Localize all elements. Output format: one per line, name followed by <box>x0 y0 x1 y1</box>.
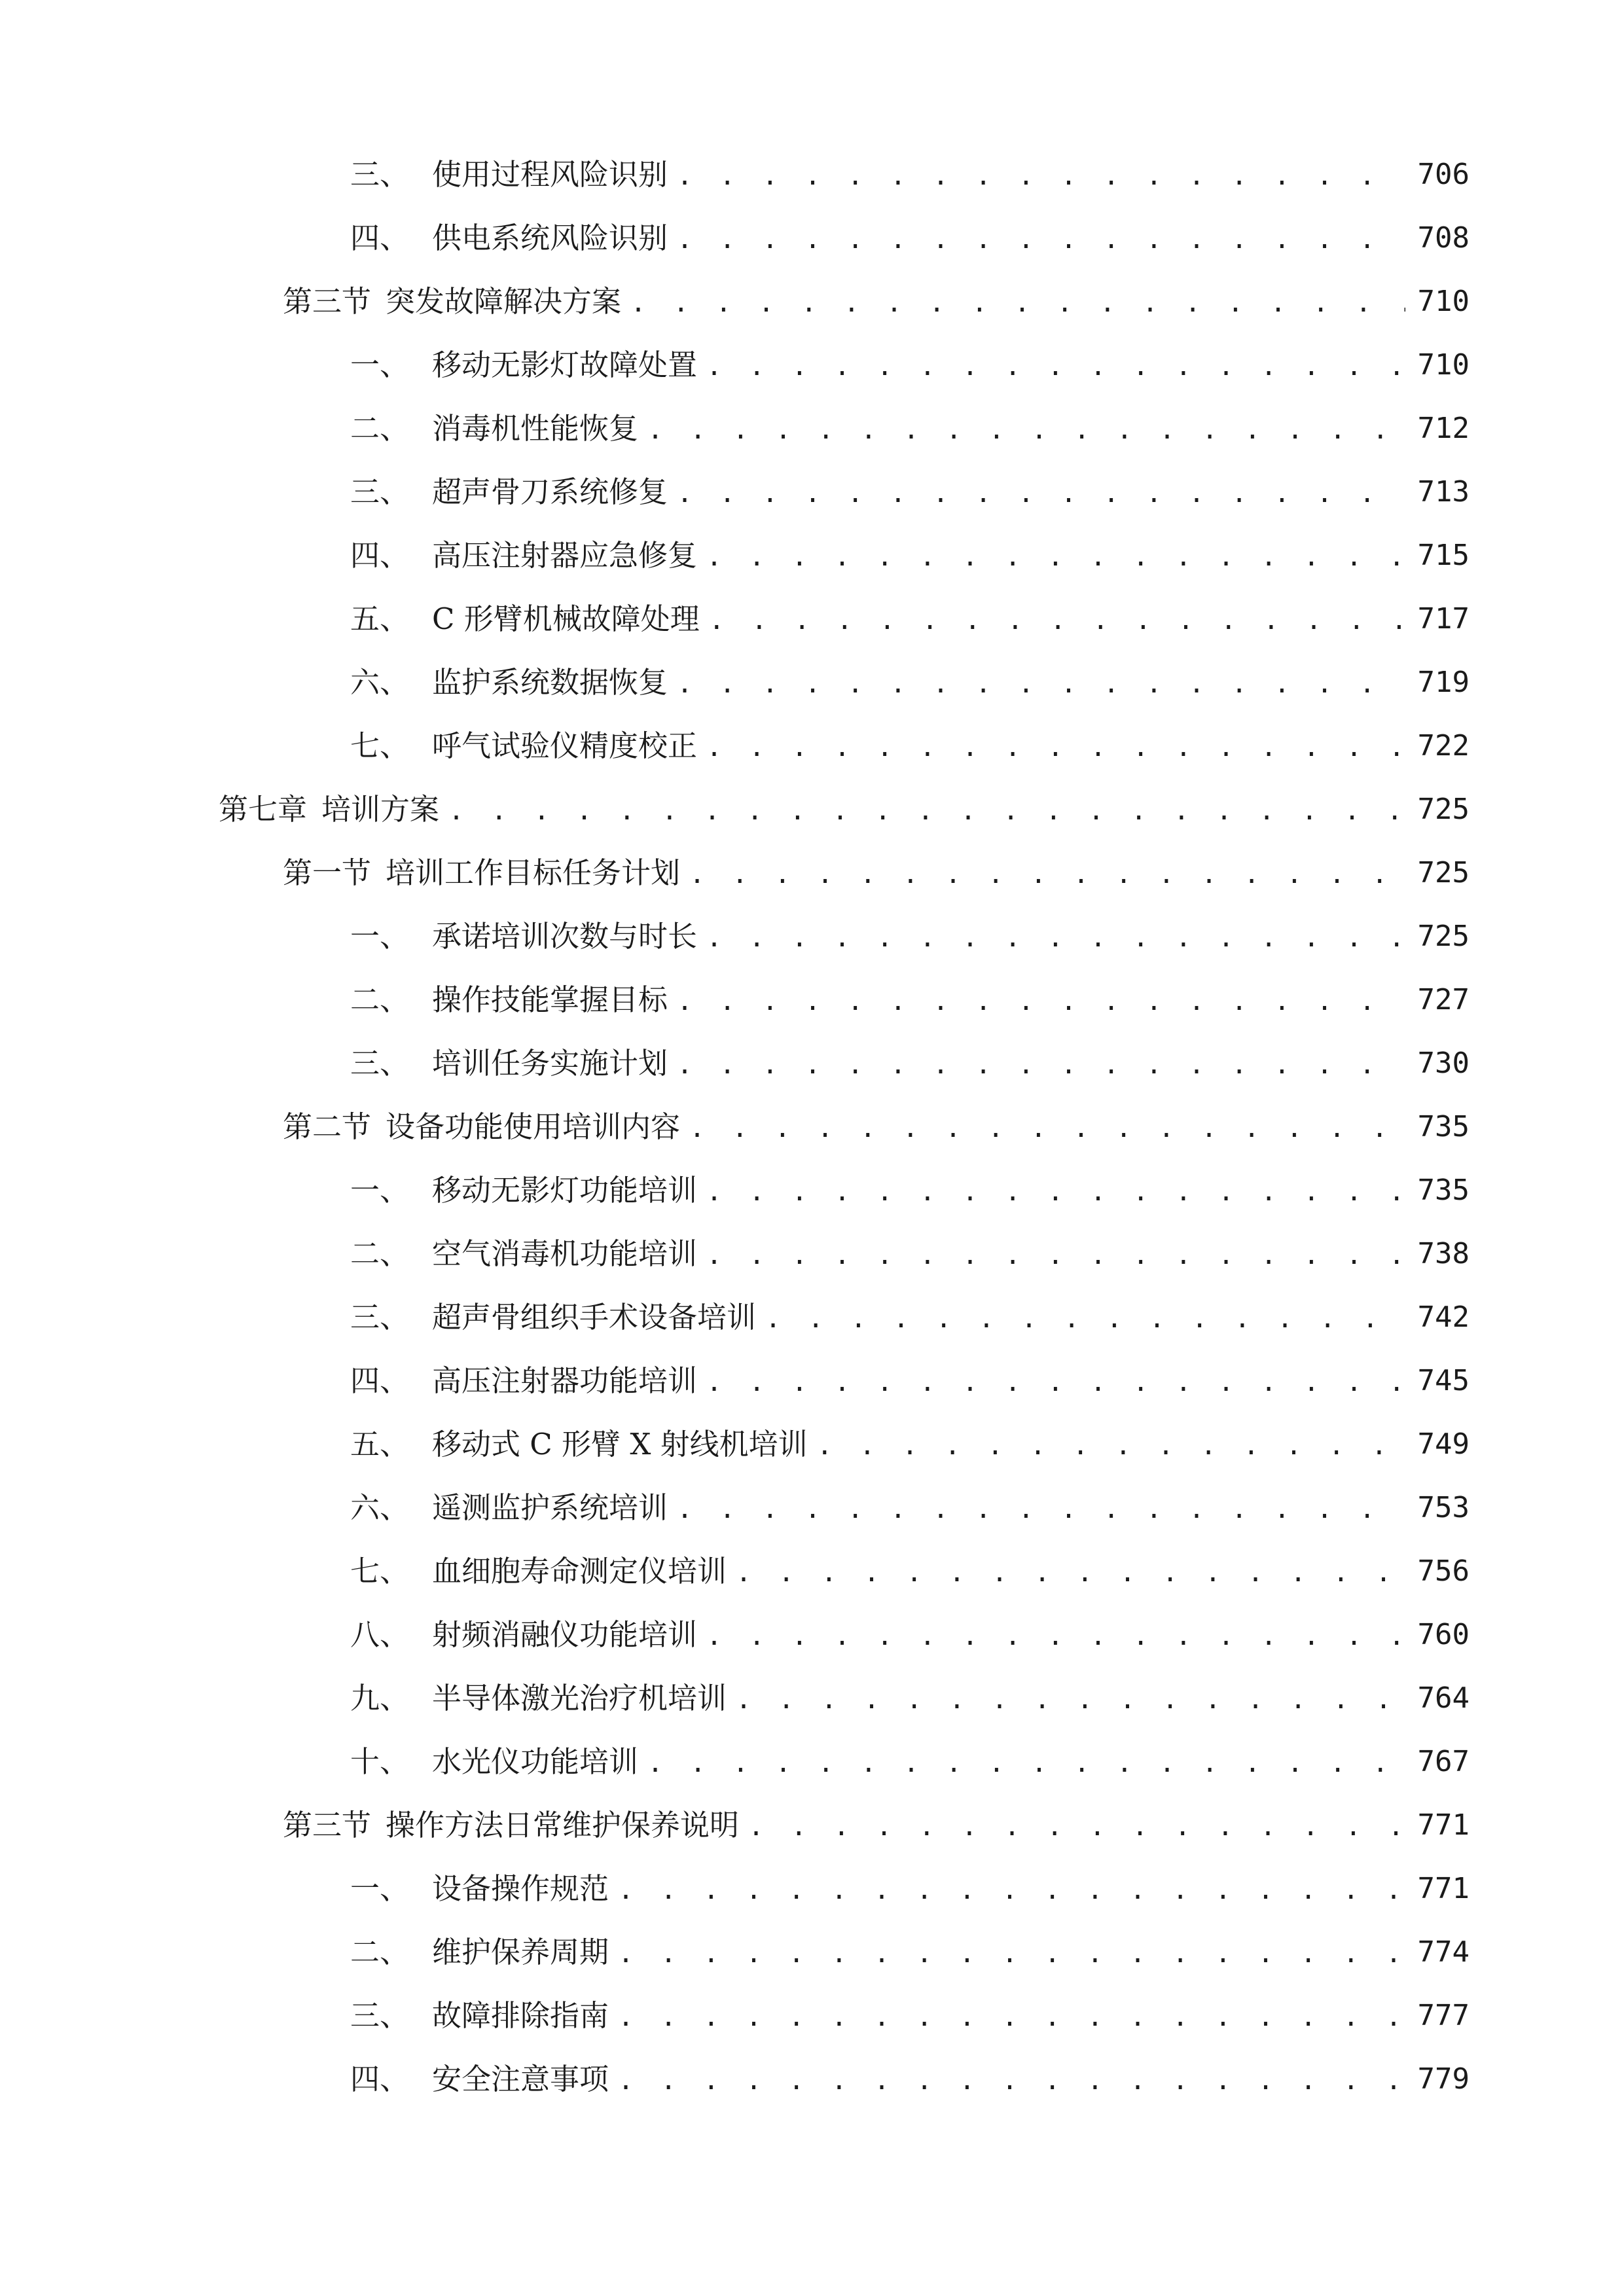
toc-entry-number: 三、 <box>350 156 410 192</box>
toc-item-entry[interactable] <box>0 1666 1624 1730</box>
toc-entry-number: 三、 <box>350 1299 410 1335</box>
toc-dot-leader <box>706 346 1405 385</box>
toc-dot-leader <box>748 1806 1405 1845</box>
toc-entry-number: 七、 <box>350 1553 410 1588</box>
toc-item-entry[interactable] <box>0 460 1624 524</box>
toc-dot-leader <box>677 1488 1405 1528</box>
toc-dot-leader <box>647 1742 1405 1782</box>
toc-page-number: 774 <box>1417 1935 1470 1969</box>
toc-page-number: 715 <box>1417 538 1470 572</box>
toc-page-number: 771 <box>1417 1871 1470 1905</box>
toc-entry-title: 半导体激光治疗机培训 <box>432 1680 727 1715</box>
toc-entry-title: 培训方案 <box>321 791 440 827</box>
toc-page-number: 771 <box>1417 1808 1470 1842</box>
toc-dot-leader <box>677 1044 1405 1083</box>
toc-chapter-entry[interactable] <box>0 778 1624 841</box>
toc-dot-leader <box>618 1933 1405 1972</box>
toc-item-entry[interactable] <box>0 206 1624 270</box>
toc-dot-leader <box>618 2060 1405 2099</box>
toc-item-entry[interactable] <box>0 1730 1624 1793</box>
toc-page-number: 719 <box>1417 665 1470 699</box>
toc-entry-number: 一、 <box>350 918 410 954</box>
toc-item-entry[interactable] <box>0 1920 1624 1984</box>
toc-entry-number: 四、 <box>350 537 410 573</box>
toc-entry-title: 突发故障解决方案 <box>386 283 622 319</box>
toc-page-number: 735 <box>1417 1109 1470 1143</box>
toc-dot-leader <box>736 1679 1405 1718</box>
toc-entry-title: 射频消融仪功能培训 <box>432 1617 698 1652</box>
toc-entry-title: 承诺培训次数与时长 <box>432 918 698 954</box>
toc-page-number: 708 <box>1417 221 1470 255</box>
toc-entry-title: 安全注意事项 <box>432 2061 609 2096</box>
toc-dot-leader <box>677 155 1405 194</box>
toc-entry-number: 五、 <box>350 1426 410 1462</box>
toc-item-entry[interactable] <box>0 714 1624 778</box>
toc-entry-number: 二、 <box>350 1934 410 1969</box>
toc-entry-number: 三、 <box>350 474 410 509</box>
toc-page-number: 749 <box>1417 1427 1470 1461</box>
toc-dot-leader <box>677 473 1405 512</box>
toc-page-number: 777 <box>1417 1998 1470 2032</box>
toc-section-entry[interactable] <box>0 270 1624 333</box>
toc-entry-title: 超声骨组织手术设备培训 <box>432 1299 757 1335</box>
toc-item-entry[interactable] <box>0 587 1624 651</box>
toc-dot-leader <box>630 282 1405 321</box>
toc-item-entry[interactable] <box>0 905 1624 968</box>
toc-page-number: 710 <box>1417 284 1470 318</box>
toc-page-number: 706 <box>1417 157 1470 191</box>
toc-page-number: 745 <box>1417 1363 1470 1397</box>
toc-page-number: 767 <box>1417 1744 1470 1778</box>
toc-dot-leader <box>618 1869 1405 1909</box>
toc-page-number: 725 <box>1417 919 1470 953</box>
toc-entry-number: 第七章 <box>219 791 308 827</box>
toc-entry-number: 七、 <box>350 728 410 763</box>
toc-dot-leader <box>689 1107 1405 1147</box>
toc-dot-leader <box>618 1996 1405 2036</box>
toc-dot-leader <box>709 600 1405 639</box>
toc-entry-number: 二、 <box>350 1236 410 1271</box>
toc-entry-number: 八、 <box>350 1617 410 1652</box>
toc-entry-title: 水光仪功能培训 <box>432 1744 639 1779</box>
toc-entry-title: 高压注射器应急修复 <box>432 537 698 573</box>
toc-entry-number: 五、 <box>350 601 410 636</box>
toc-entry-title: 培训工作目标任务计划 <box>386 855 681 890</box>
toc-dot-leader <box>706 1171 1405 1210</box>
toc-entry-number: 二、 <box>350 410 410 446</box>
toc-entry-number: 第三节 <box>283 1807 372 1842</box>
toc-entry-title: 超声骨刀系统修复 <box>432 474 668 509</box>
toc-page-number: 725 <box>1417 855 1470 889</box>
toc-page-number: 779 <box>1417 2062 1470 2096</box>
toc-item-entry[interactable] <box>0 397 1624 460</box>
toc-dot-leader <box>647 409 1405 448</box>
toc-page-number: 710 <box>1417 348 1470 382</box>
toc-item-entry[interactable] <box>0 1031 1624 1095</box>
toc-dot-leader <box>689 853 1405 893</box>
toc-item-entry[interactable] <box>0 1476 1624 1539</box>
toc-dot-leader <box>706 726 1405 766</box>
toc-page-number: 753 <box>1417 1490 1470 1524</box>
toc-dot-leader <box>677 663 1405 702</box>
toc-entry-number: 一、 <box>350 1172 410 1208</box>
toc-entry-title: 空气消毒机功能培训 <box>432 1236 698 1271</box>
toc-item-entry[interactable] <box>0 1285 1624 1349</box>
table-of-contents <box>0 143 1624 2111</box>
toc-entry-number: 第一节 <box>283 855 372 890</box>
toc-entry-title: 维护保养周期 <box>432 1934 609 1969</box>
toc-item-entry[interactable] <box>0 1412 1624 1476</box>
toc-page-number: 727 <box>1417 982 1470 1016</box>
toc-item-entry[interactable] <box>0 1539 1624 1603</box>
toc-dot-leader <box>448 790 1405 829</box>
toc-entry-title: 设备功能使用培训内容 <box>386 1109 681 1144</box>
toc-item-entry[interactable] <box>0 1984 1624 2047</box>
toc-page-number: 735 <box>1417 1173 1470 1207</box>
toc-item-entry[interactable] <box>0 524 1624 587</box>
toc-entry-title: 血细胞寿命测定仪培训 <box>432 1553 727 1588</box>
toc-item-entry[interactable] <box>0 143 1624 206</box>
toc-entry-number: 六、 <box>350 1490 410 1525</box>
toc-page-number: 742 <box>1417 1300 1470 1334</box>
toc-entry-number: 九、 <box>350 1680 410 1715</box>
toc-dot-leader <box>706 1361 1405 1401</box>
toc-page-number: 713 <box>1417 475 1470 509</box>
toc-dot-leader <box>677 980 1405 1020</box>
toc-entry-number: 二、 <box>350 982 410 1017</box>
toc-dot-leader <box>706 1615 1405 1655</box>
toc-item-entry[interactable] <box>0 968 1624 1031</box>
toc-entry-title: 操作技能掌握目标 <box>432 982 668 1017</box>
toc-entry-number: 四、 <box>350 2061 410 2096</box>
toc-dot-leader <box>736 1552 1405 1591</box>
toc-page-number: 730 <box>1417 1046 1470 1080</box>
toc-item-entry[interactable] <box>0 333 1624 397</box>
toc-entry-title: 设备操作规范 <box>432 1871 609 1906</box>
toc-entry-number: 四、 <box>350 1363 410 1398</box>
toc-dot-leader <box>677 219 1405 258</box>
toc-dot-leader <box>706 536 1405 575</box>
toc-entry-number: 三、 <box>350 1998 410 2033</box>
toc-item-entry[interactable] <box>0 1349 1624 1412</box>
toc-entry-title: 操作方法日常维护保养说明 <box>386 1807 740 1842</box>
toc-entry-title: 监护系统数据恢复 <box>432 664 668 700</box>
toc-page-number: 717 <box>1417 601 1470 636</box>
toc-page-number: 712 <box>1417 411 1470 445</box>
toc-entry-title: 供电系统风险识别 <box>432 220 668 255</box>
toc-entry-title: 移动式 C 形臂 X 射线机培训 <box>432 1426 808 1462</box>
toc-item-entry[interactable] <box>0 1222 1624 1285</box>
toc-dot-leader <box>765 1298 1405 1337</box>
toc-item-entry[interactable] <box>0 1857 1624 1920</box>
toc-page-number: 725 <box>1417 792 1470 826</box>
toc-dot-leader <box>706 1234 1405 1274</box>
toc-entry-title: 移动无影灯功能培训 <box>432 1172 698 1208</box>
toc-entry-title: 使用过程风险识别 <box>432 156 668 192</box>
toc-entry-number: 四、 <box>350 220 410 255</box>
toc-entry-number: 六、 <box>350 664 410 700</box>
toc-entry-number: 第三节 <box>283 283 372 319</box>
toc-page-number: 738 <box>1417 1236 1470 1270</box>
toc-section-entry[interactable] <box>0 1095 1624 1158</box>
toc-section-entry[interactable] <box>0 1793 1624 1857</box>
toc-page-number: 760 <box>1417 1617 1470 1651</box>
toc-entry-title: C 形臂机械故障处理 <box>432 601 700 636</box>
toc-item-entry[interactable] <box>0 651 1624 714</box>
toc-item-entry[interactable] <box>0 1603 1624 1666</box>
toc-entry-title: 故障排除指南 <box>432 1998 609 2033</box>
toc-page-number: 764 <box>1417 1681 1470 1715</box>
toc-item-entry[interactable] <box>0 2047 1624 2111</box>
toc-entry-title: 移动无影灯故障处置 <box>432 347 698 382</box>
toc-page-number: 756 <box>1417 1554 1470 1588</box>
toc-entry-title: 消毒机性能恢复 <box>432 410 639 446</box>
toc-entry-title: 遥测监护系统培训 <box>432 1490 668 1525</box>
toc-entry-title: 培训任务实施计划 <box>432 1045 668 1081</box>
toc-section-entry[interactable] <box>0 841 1624 905</box>
toc-entry-number: 第二节 <box>283 1109 372 1144</box>
toc-entry-number: 一、 <box>350 1871 410 1906</box>
toc-entry-number: 三、 <box>350 1045 410 1081</box>
toc-entry-title: 呼气试验仪精度校正 <box>432 728 698 763</box>
toc-dot-leader <box>817 1425 1405 1464</box>
toc-entry-number: 十、 <box>350 1744 410 1779</box>
toc-entry-title: 高压注射器功能培训 <box>432 1363 698 1398</box>
toc-entry-number: 一、 <box>350 347 410 382</box>
toc-dot-leader <box>706 917 1405 956</box>
toc-page-number: 722 <box>1417 728 1470 762</box>
toc-item-entry[interactable] <box>0 1158 1624 1222</box>
